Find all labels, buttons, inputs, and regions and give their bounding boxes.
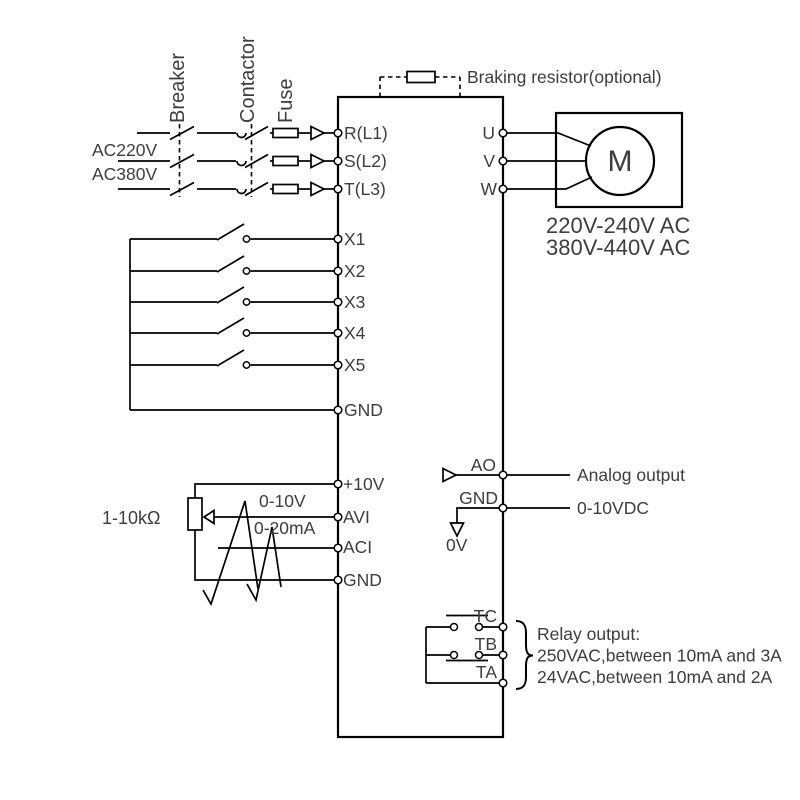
terminal-t [334,185,342,193]
terminal-label-gnd-ao: GND [459,488,498,508]
switch-contact [243,330,249,336]
switch-blade [217,350,244,366]
switch-contact [243,362,249,368]
terminal-ao [499,471,507,479]
terminal-label-avi: AVI [343,507,370,527]
motor-symbol: M [607,145,633,178]
contactor-contact [237,133,246,138]
switch-blade [217,287,244,303]
zero-volt-wire [457,508,499,523]
terminal-x3 [334,298,342,306]
fuse-symbol [273,129,298,138]
zero-volt-label: 0V [446,535,468,555]
terminal-label-tc: TC [473,606,497,626]
terminal-label-u: U [482,123,495,143]
flow-arrow-icon [311,155,324,168]
terminal-v [499,157,507,165]
switch-contact [243,299,249,305]
terminal-label-t: T(L3) [344,179,386,199]
ac380v-label: AC380V [92,164,158,184]
terminal-label-gnd-digital: GND [344,400,383,420]
digital-input-row-x1 [130,224,335,242]
contactor-contact [237,189,246,194]
phase-line-r [137,127,335,140]
signal-arrow-icon [443,469,456,482]
terminal-x4 [334,329,342,337]
terminal-x2 [334,267,342,275]
terminal-label-aci: ACI [343,537,373,557]
wire-u [507,133,591,146]
terminal-x5 [334,361,342,369]
terminal-ta [499,679,507,687]
terminal-label-w: W [480,179,497,199]
relay-note-3: 24VAC,between 10mA and 2A [537,667,773,687]
fuse-label: Fuse [275,78,297,123]
contactor-blade [245,155,268,168]
terminal-tb [499,651,507,659]
range-label-0-20ma: 0-20mA [254,518,316,538]
relay-output-section [426,606,782,689]
contactor-blade [245,183,268,196]
braking-resistor-label: Braking resistor(optional) [467,67,662,87]
potentiometer-symbol [188,498,202,530]
terminal-x1 [334,235,342,243]
wire-w [507,177,592,189]
terminal-10v [334,480,342,488]
digital-input-row-x5 [130,350,335,368]
relay-brace [516,621,533,689]
switch-blade [217,318,244,334]
flow-arrow-icon [311,127,324,140]
vdc-note: 0-10VDC [577,498,649,518]
terminal-label-r: R(L1) [344,123,388,143]
breaker-blade [170,155,194,168]
switch-contact [243,236,249,242]
terminal-label-x4: X4 [344,323,366,343]
potentiometer-label: 1-10kΩ [102,508,161,528]
terminal-label-ao: AO [470,455,496,475]
terminal-label-ta: TA [475,662,497,682]
terminal-gnd-digital [334,406,342,414]
contactor-blade [245,127,268,140]
terminal-gnd-analog [334,576,342,584]
range-label-0-10v: 0-10V [259,491,306,511]
terminal-label-x1: X1 [344,229,366,249]
relay-contact [451,624,458,631]
terminal-aci [334,544,342,552]
motor-output-section [480,113,690,260]
braking-resistor-section [380,67,662,97]
terminal-label-x3: X3 [344,292,366,312]
terminal-w [499,185,507,193]
terminal-label-x2: X2 [344,261,366,281]
switch-blade [217,256,244,272]
analog-output-section [443,455,685,555]
contactor-contact [237,161,246,166]
terminal-r [334,129,342,137]
terminal-label-10v: +10V [343,474,385,494]
terminal-label-s: S(L2) [344,151,387,171]
relay-note-2: 250VAC,between 10mA and 3A [537,645,782,666]
analog-output-note: Analog output [577,465,686,485]
terminal-gnd-ao [499,504,507,512]
terminal-s [334,157,342,165]
breaker-blade [170,127,194,140]
power-input-section [92,36,388,199]
braking-resistor-symbol [407,72,435,83]
ac220v-label: AC220V [92,140,158,160]
fuse-symbol [273,185,298,194]
digital-inputs-section [130,224,383,420]
wiper-arrow-icon [204,511,214,524]
digital-input-row-x2 [130,256,335,274]
digital-input-row-x3 [130,287,335,305]
relay-contact [451,652,458,659]
breaker-blade [170,183,194,196]
terminal-avi [334,513,342,521]
terminal-tc [499,623,507,631]
terminal-label-gnd-analog: GND [343,570,382,590]
switch-blade [217,224,244,240]
flow-arrow-icon [311,183,324,196]
terminal-label-v: V [483,151,495,171]
relay-note-1: Relay output: [537,624,641,644]
analog-inputs-section [102,474,385,604]
motor-voltage-1: 220V-240V AC [546,213,691,238]
digital-input-row-x4 [130,318,335,336]
phase-line-t [118,183,335,196]
switch-contact [243,268,249,274]
fuse-symbol [273,157,298,166]
terminal-label-tb: TB [474,634,497,654]
breaker-label: Breaker [167,52,189,123]
terminal-label-x5: X5 [344,355,366,375]
contactor-label: Contactor [237,36,259,123]
motor-voltage-2: 380V-440V AC [546,235,691,260]
terminal-u [499,129,507,137]
